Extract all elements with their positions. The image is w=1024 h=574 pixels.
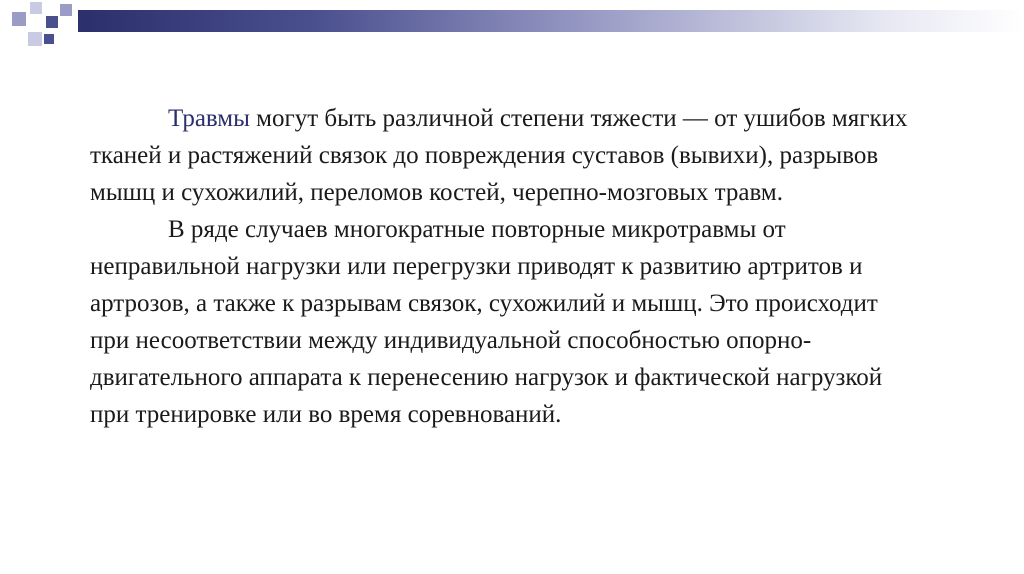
decor-square [28,32,42,46]
paragraph-1-text: могут быть различной степени тяжести — от ушибов мягких тканей и растяжений связок до повреждения суставов (вывихи), разрывов мышц и сухожилий, переломов костей, черепно-мозговых травм. [90,105,908,206]
header-decoration [0,0,1024,60]
paragraph-2: В ряде случаев многократные повторные микротравмы от неправильной нагрузки или перегрузки приводят к развитию артритов и артрозов, а также к разрывам связок, сухожилий и мышц. Это происходит при несоответствии между индивидуальной способностью опорно-двигательного аппарата к перенесению нагрузок и фактической нагрузкой при тренировке или во время соревнований. [90,216,883,428]
header-gradient-bar [78,10,1024,32]
decor-square [46,16,58,28]
decor-square [60,4,72,16]
decor-square [30,2,42,14]
highlight-word: Травмы [168,105,250,132]
decor-square [44,34,54,44]
paragraph-1 [90,100,920,211]
slide-body [90,100,920,433]
decor-square [12,12,26,26]
